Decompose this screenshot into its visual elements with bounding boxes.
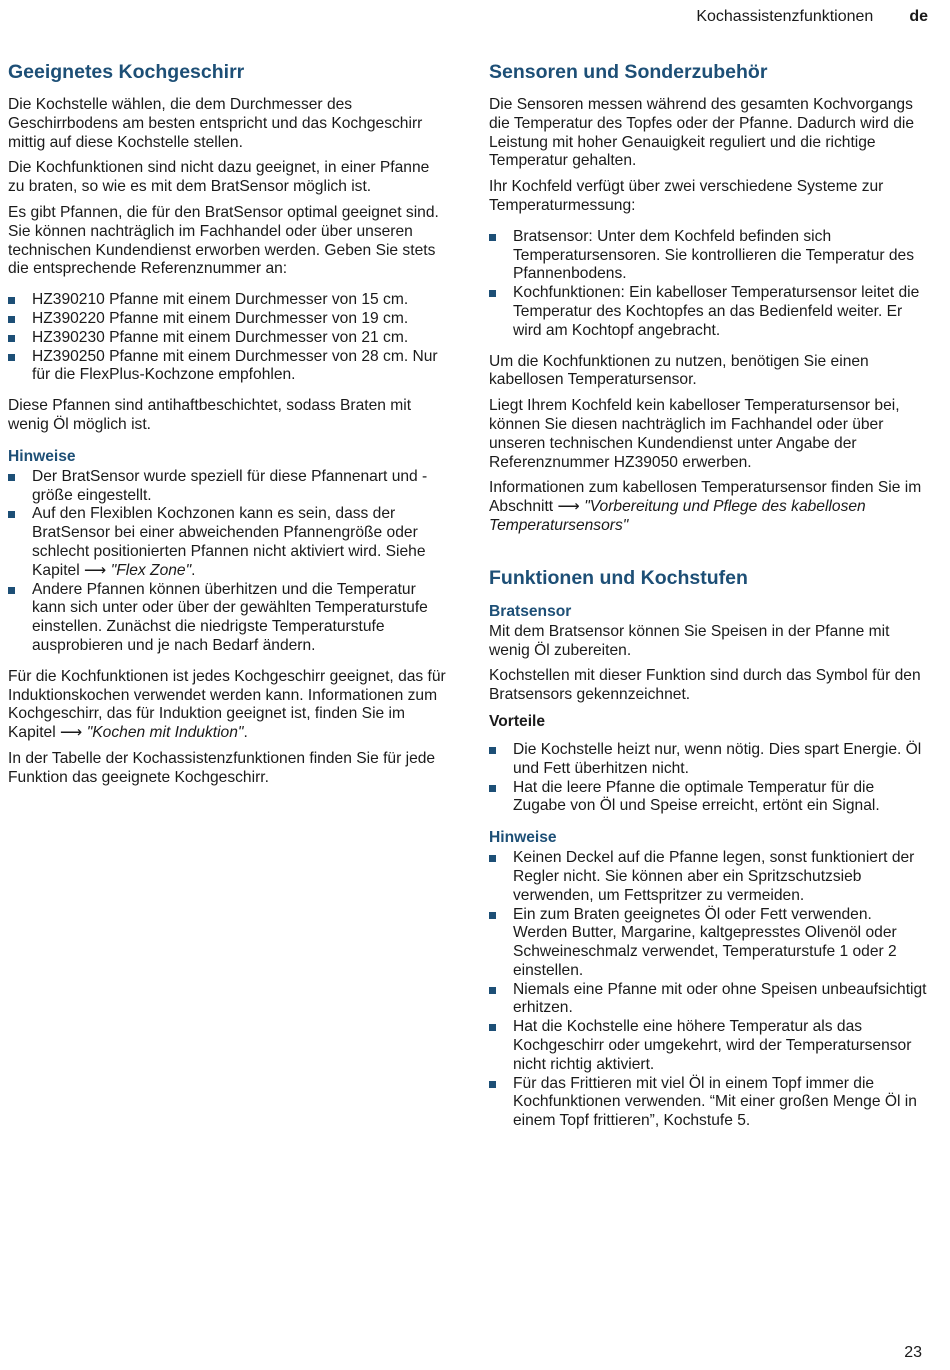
list-item: Niemals eine Pfanne mit oder ohne Speisen unbeaufsichtigt erhitzen. xyxy=(489,981,929,1019)
paragraph: Es gibt Pfannen, die für den BratSensor optimal geeignet sind. Sie können nachträglich im Fachhandel oder über unseren technischen Kundendienst erworben werden. Geben Sie stets die entsprechende Referenznummer an: xyxy=(8,203,439,278)
arrow-icon: ⟶ xyxy=(84,561,107,579)
punctuation: . xyxy=(191,561,196,579)
paragraph: Die Sensoren messen während des gesamten Kochvorgangs die Temperatur des Topfes oder der Pfanne. Dadurch wird die Leistung mit hoher Genauigkeit reguliert und die richtige Temperatur gehalten. xyxy=(489,96,915,170)
list-item: Der BratSensor wurde speziell für diese Pfannenart und -größe eingestellt. xyxy=(8,468,446,506)
notes-list xyxy=(489,849,929,1131)
list-item: HZ390220 Pfanne mit einem Durchmesser von 19 cm. xyxy=(8,310,446,329)
paragraph: Die Kochfunktionen sind nicht dazu geeignet, in einer Pfanne zu braten, so wie es mit dem BratSensor möglich ist. xyxy=(8,159,430,196)
list-item: Bratsensor: Unter dem Kochfeld befinden sich Temperatursensoren. Sie kontrollieren die Temperatur des Pfannenbodens. xyxy=(489,228,929,284)
arrow-icon: ⟶ xyxy=(557,498,580,516)
notes-heading: Hinweise xyxy=(489,829,557,847)
list-item: Kochfunktionen: Ein kabelloser Temperatursensor leitet die Temperatur des Kochtopfes an das Bedienfeld weiter. Er wird am Kochtopf angebracht. xyxy=(489,284,929,340)
paragraph: Die Kochstelle wählen, die dem Durchmesser des Geschirrbodens am besten entspricht und das Kochgeschirr mittig auf diese Kochstelle stellen. xyxy=(8,96,423,151)
list-item: Die Kochstelle heizt nur, wenn nötig. Dies spart Energie. Öl und Fett überhitzen nicht. xyxy=(489,741,929,779)
paragraph: Kochstellen mit dieser Funktion sind durch das Symbol für den Bratsensors gekennzeichnet. xyxy=(489,667,921,704)
punctuation: . xyxy=(243,724,248,742)
paragraph: Diese Pfannen sind antihaftbeschichtet, sodass Braten mit wenig Öl möglich ist. xyxy=(8,397,412,433)
paragraph xyxy=(489,479,929,535)
paragraph: Um die Kochfunktionen zu nutzen, benötigen Sie einen kabellosen Temperatursensor. xyxy=(489,352,869,389)
paragraph-text: Informationen zum kabellosen Temperatursensor finden Sie im Abschnitt xyxy=(489,479,922,516)
paragraph-text: Für die Kochfunktionen ist jedes Kochgeschirr geeignet, das für Induktionskochen verwendet werden kann. Informationen zum Kochgeschirr, das für Induktion geeignet ist, finden Sie im Kapitel xyxy=(8,667,446,742)
pan-list xyxy=(8,291,446,385)
chapter-link[interactable]: "Flex Zone" xyxy=(110,561,192,579)
list-item: Ein zum Braten geeignetes Öl oder Fett verwenden. Werden Butter, Margarine, kaltgepresstes Olivenöl oder Schweineschmalz verwendet, Temperaturstufe 1 oder 2 einstellen. xyxy=(489,906,929,981)
subsection-title-bratsensor: Bratsensor xyxy=(489,602,572,620)
note-text: Auf den Flexiblen Kochzonen kann es sein, dass der BratSensor bei einer abweichenden Pfannengröße oder schlecht positionierten Pfannen nicht aktiviert wird. Siehe Kapitel xyxy=(32,505,426,579)
paragraph: Ihr Kochfeld verfügt über zwei verschiedene Systeme zur Temperaturmessung: xyxy=(489,178,884,214)
right-column xyxy=(489,60,929,1143)
list-item: Hat die leere Pfanne die optimale Temperatur für die Zugabe von Öl und Speise erreicht, ertönt ein Signal. xyxy=(489,779,929,817)
advantages-list xyxy=(489,741,929,816)
header-section-title: Kochassistenzfunktionen xyxy=(696,8,874,25)
systems-list xyxy=(489,228,929,341)
list-item: HZ390250 Pfanne mit einem Durchmesser von 28 cm. Nur für die FlexPlus-Kochzone empfohlen. xyxy=(8,348,446,386)
left-column xyxy=(8,60,446,795)
list-item: Andere Pfannen können überhitzen und die Temperatur kann sich unter oder über der gewählten Temperaturstufe einstellen. Zunächst die niedrigste Temperaturstufe ausprobieren und je nach Bedarf ändern. xyxy=(8,581,446,656)
list-item: Für das Frittieren mit viel Öl in einem Topf immer die Kochfunktionen verwenden. “Mit einer großen Menge Öl in einem Topf frittieren”, Kochstufe 5. xyxy=(489,1075,929,1131)
section-title-cookware: Geeignetes Kochgeschirr xyxy=(8,61,245,83)
list-item: HZ390230 Pfanne mit einem Durchmesser von 21 cm. xyxy=(8,329,446,348)
section-title-functions: Funktionen und Kochstufen xyxy=(489,566,748,589)
paragraph xyxy=(8,668,446,743)
page-header xyxy=(696,8,928,26)
section-title-sensors: Sensoren und Sonderzubehör xyxy=(489,61,768,83)
section-link[interactable]: "Vorbereitung und Pflege des kabellosen Temperatursensors" xyxy=(489,498,866,534)
paragraph: Liegt Ihrem Kochfeld kein kabelloser Temperatursensor bei, können Sie diesen nachträglich im Fachhandel oder über unseren technischen Kundendienst unter Angabe der Referenznummer HZ39050 erwerben. xyxy=(489,397,900,471)
notes-list xyxy=(8,468,446,656)
chapter-link[interactable]: "Kochen mit Induktion" xyxy=(86,724,244,742)
arrow-icon: ⟶ xyxy=(60,724,83,742)
header-language: de xyxy=(909,8,928,25)
advantages-heading: Vorteile xyxy=(489,712,546,730)
page-number: 23 xyxy=(904,1344,922,1361)
paragraph: In der Tabelle der Kochassistenzfunktionen finden Sie für jede Funktion das geeignete Kochgeschirr. xyxy=(8,749,436,786)
list-item: HZ390210 Pfanne mit einem Durchmesser von 15 cm. xyxy=(8,291,446,310)
paragraph: Mit dem Bratsensor können Sie Speisen in der Pfanne mit wenig Öl zubereiten. xyxy=(489,622,890,659)
list-item: Hat die Kochstelle eine höhere Temperatur als das Kochgeschirr oder umgekehrt, wird der Temperatursensor nicht richtig aktiviert. xyxy=(489,1018,929,1074)
notes-heading: Hinweise xyxy=(8,447,76,465)
list-item xyxy=(8,505,446,580)
list-item: Keinen Deckel auf die Pfanne legen, sonst funktioniert der Regler nicht. Sie können aber ein Spritzschutzsieb verwenden, um Fettspritzer zu vermeiden. xyxy=(489,849,929,905)
